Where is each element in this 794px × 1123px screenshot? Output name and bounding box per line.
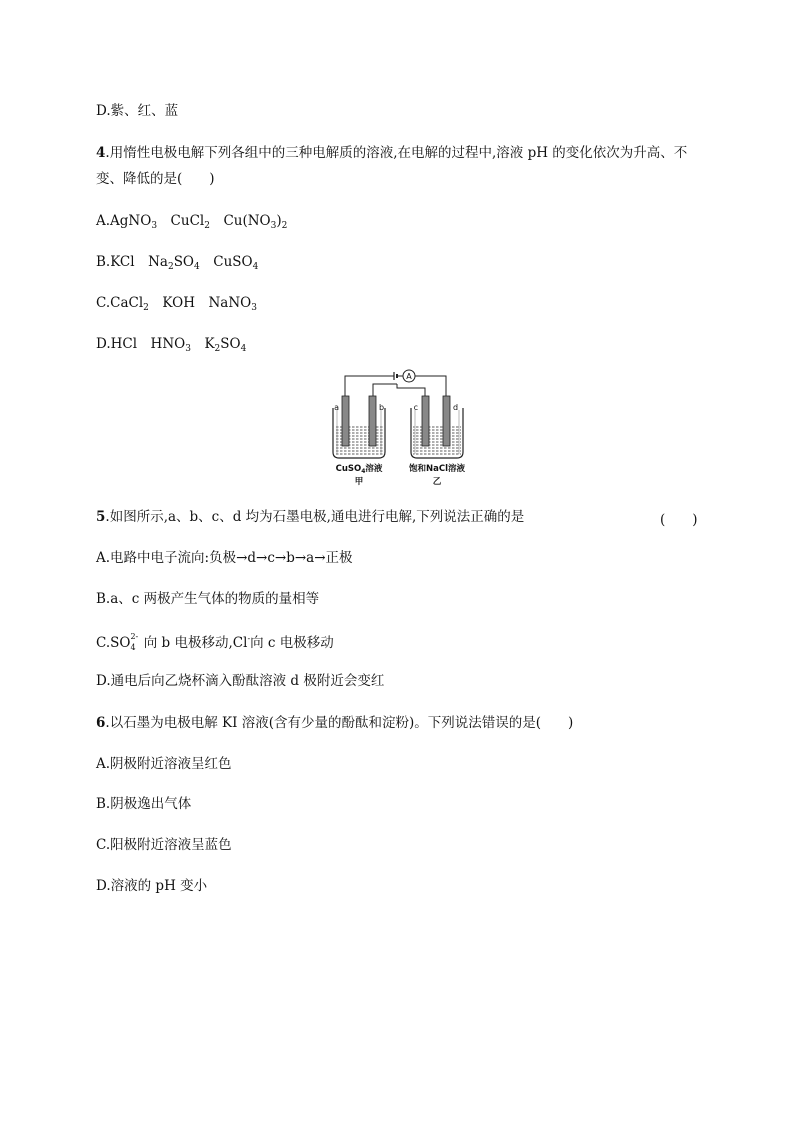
q6-option-c: C.阳极附近溶液呈蓝色 — [96, 837, 232, 853]
q4-a-sub2: 2 — [204, 221, 210, 231]
electrode-label-d: d — [453, 403, 459, 412]
q4-option-d — [96, 335, 246, 358]
electrode-label-b: b — [379, 403, 385, 412]
q4-number: 4 — [96, 145, 106, 161]
q5-option-d: D.通电后向乙烧杯滴入酚酞溶液 d 极附近会变红 — [96, 673, 385, 689]
q6-number: 6 — [96, 715, 106, 731]
q4-c-lead: C.CaCl — [96, 295, 144, 311]
q4-d-mid2: SO — [220, 336, 241, 352]
q4-d-sub1: 3 — [185, 344, 191, 354]
q4-stem-text: .用惰性电极电解下列各组中的三种电解质的溶液,在电解的过程中,溶液 pH 的变化依次为升高、不 — [105, 145, 688, 161]
q4-stem-line1 — [96, 144, 687, 162]
q4-a-sub3: 3 — [270, 221, 277, 231]
ammeter-icon — [403, 370, 415, 382]
sulfate-charge-notation — [130, 630, 139, 652]
q5-c-rest: 向 b 电极移动,Cl — [139, 635, 248, 651]
q6-option-b: B.阴极逸出气体 — [96, 796, 192, 812]
q4-option-c — [96, 294, 257, 317]
q4-c-sub2: 3 — [251, 303, 257, 313]
q4-option-a — [96, 212, 287, 235]
q4-a-mid1: CuCl — [157, 213, 205, 229]
beaker-left — [333, 408, 385, 458]
q4-a-sub1: 3 — [151, 221, 158, 231]
electrode-label-c: c — [413, 403, 418, 412]
q4-c-sub1: 2 — [143, 303, 149, 313]
q5-c-rest2: 向 c 电极移动 — [250, 635, 334, 651]
q4-a-lead: A.AgNO — [96, 213, 152, 229]
q4-b-lead: B.KCl Na — [96, 254, 168, 270]
right-beaker-name: 乙 — [432, 477, 442, 487]
q6-stem — [96, 714, 573, 732]
q4-d-sub3: 4 — [240, 344, 247, 354]
q4-b-mid1: SO — [173, 254, 195, 270]
electrolysis-diagram — [328, 366, 472, 490]
q5-option-c — [96, 630, 334, 652]
q5-c-lead: C.SO — [96, 635, 131, 651]
q4-d-mid1: K — [190, 336, 215, 352]
q3-option-d: D.紫、红、蓝 — [96, 103, 179, 119]
q5-stem-text: .如图所示,a、b、c、d 均为石墨电极,通电进行电解,下列说法正确的是 — [105, 509, 525, 525]
q5-option-a: A.电路中电子流向:负极→d→c→b→a→正极 — [96, 550, 353, 566]
q4-stem-line2: 变、降低的是( ) — [96, 171, 215, 187]
q4-d-sub2: 2 — [214, 344, 221, 354]
q4-b-sub3: 4 — [252, 262, 259, 272]
q5-number: 5 — [96, 509, 106, 525]
beaker-right — [411, 408, 463, 458]
electrode-label-a: a — [334, 403, 339, 412]
q4-a-sub4: 2 — [281, 221, 288, 231]
q4-b-mid2: CuSO — [199, 254, 253, 270]
left-beaker-name: 甲 — [354, 477, 364, 487]
ammeter-label: A — [406, 372, 412, 381]
sulfate-subscript: 4 — [130, 643, 136, 652]
q5-option-b: B.a、c 两极产生气体的物质的量相等 — [96, 591, 320, 607]
q4-c-mid1: KOH NaNO — [148, 295, 252, 311]
battery-icon — [394, 372, 402, 380]
q4-a-mid3: ) — [276, 213, 282, 229]
q5-answer-paren: ( ) — [660, 512, 698, 528]
q6-option-a: A.阴极附近溶液呈红色 — [96, 756, 232, 772]
q4-b-sub1: 2 — [167, 262, 174, 272]
q6-option-d: D.溶液的 pH 变小 — [96, 878, 208, 894]
q4-d-lead: D.HCl HNO — [96, 336, 186, 352]
chloride-superscript: - — [247, 634, 251, 643]
q4-b-sub2: 4 — [194, 262, 200, 272]
q6-stem-text: .以石墨为电极电解 KI 溶液(含有少量的酚酞和淀粉)。下列说法错误的是( ) — [105, 715, 574, 731]
right-solution-label: 饱和NaCl溶液 — [408, 464, 466, 474]
circuit-wires — [345, 376, 446, 396]
q4-a-mid2: Cu(NO — [209, 213, 271, 229]
q4-option-b — [96, 253, 258, 276]
q5-stem — [96, 508, 524, 526]
left-solution-label: CuSO$_4$溶液 — [335, 464, 383, 475]
sulfate-superscript: 2- — [130, 632, 139, 641]
